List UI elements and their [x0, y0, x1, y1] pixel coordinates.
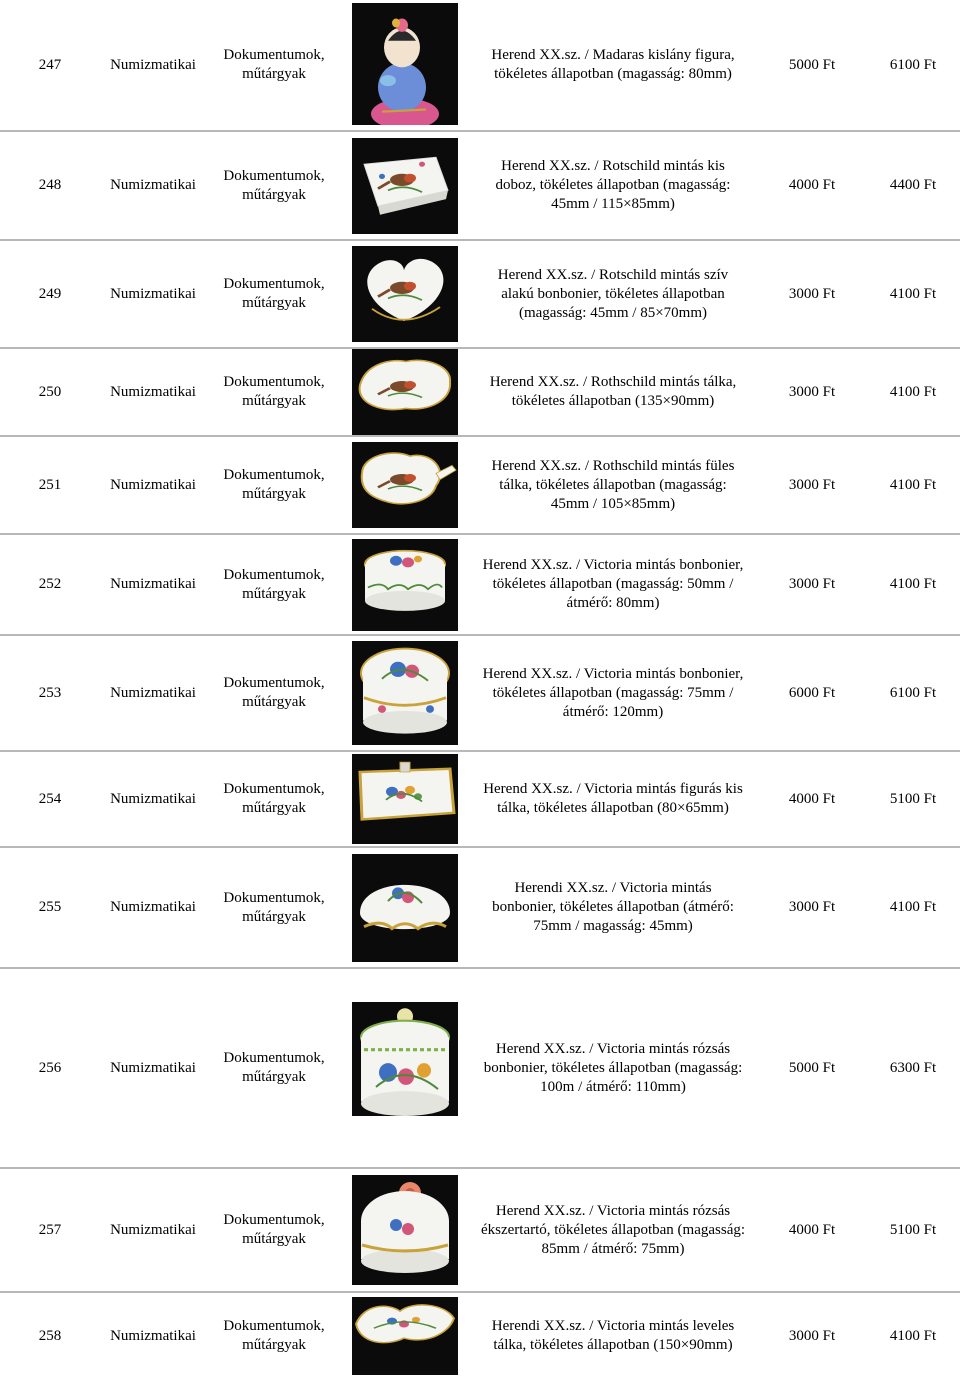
- item-description: [468, 847, 758, 968]
- item-type: [206, 0, 342, 131]
- item-type: [206, 1292, 342, 1379]
- item-photo: [352, 349, 458, 435]
- item-photo: [352, 138, 458, 234]
- item-type-line: műtárgyak: [242, 486, 306, 502]
- item-description: [468, 968, 758, 1168]
- start-price: 4000 Ft: [758, 131, 866, 240]
- category: Numizmatikai: [100, 240, 206, 348]
- item-type-line: műtárgyak: [242, 908, 306, 925]
- description-line: 75mm / magasság: 45mm): [533, 918, 693, 934]
- description-line: 45mm / 105×85mm): [550, 495, 676, 512]
- item-type-line: Dokumentumok,: [223, 1050, 325, 1066]
- description-line: tökéletes állapotban (135×90mm): [511, 393, 715, 409]
- start-price: 5000 Ft: [758, 968, 866, 1168]
- catalog-row: [0, 751, 960, 847]
- item-type-line: Dokumentumok,: [223, 276, 325, 292]
- item-photo: [352, 246, 458, 342]
- description-line: (magasság: 45mm / 85×70mm): [518, 304, 708, 321]
- lot-number: 254: [0, 751, 100, 847]
- item-type-line: műtárgyak: [242, 585, 306, 602]
- catalog-row: [0, 635, 960, 751]
- description-line: átmérő: 120mm): [562, 703, 664, 720]
- item-type: [206, 968, 342, 1168]
- item-type: [206, 348, 342, 436]
- category: Numizmatikai: [100, 0, 206, 131]
- item-type-line: műtárgyak: [242, 1069, 306, 1085]
- item-photo-cell: [342, 635, 468, 751]
- lot-number: 256: [0, 968, 100, 1168]
- item-description: [468, 635, 758, 751]
- item-type: [206, 131, 342, 240]
- catalog-row: [0, 436, 960, 534]
- description-line: doboz, tökéletes állapotban (magasság:: [495, 177, 731, 193]
- item-photo-cell: [342, 534, 468, 635]
- item-photo: [352, 854, 458, 962]
- lot-number: 249: [0, 240, 100, 348]
- description-line: Herendi XX.sz. / Victoria mintás leveles: [491, 1318, 735, 1334]
- item-type: [206, 1168, 342, 1292]
- item-photo: [352, 3, 458, 125]
- catalog-row: [0, 847, 960, 968]
- description-line: ékszertartó, tökéletes állapotban (magasság:: [480, 1221, 746, 1238]
- item-type: [206, 635, 342, 751]
- description-line: tökéletes állapotban (magasság: 50mm /: [492, 576, 734, 592]
- item-type-line: Dokumentumok,: [223, 467, 325, 483]
- final-price: 5100 Ft: [866, 751, 960, 847]
- item-type-line: Dokumentumok,: [223, 1318, 325, 1334]
- start-price: 3000 Ft: [758, 847, 866, 968]
- final-price: 6100 Ft: [866, 0, 960, 131]
- item-photo: [352, 1002, 458, 1116]
- final-price: 4100 Ft: [889, 1327, 937, 1344]
- item-photo: [352, 1175, 458, 1285]
- start-price: 3000 Ft: [758, 436, 866, 534]
- category: Numizmatikai: [100, 131, 206, 240]
- description-line: Herend XX.sz. / Victoria mintás bonbonier,: [482, 665, 744, 682]
- category: Numizmatikai: [100, 751, 206, 847]
- description-line: 85mm / átmérő: 75mm): [541, 1240, 685, 1257]
- item-type-line: Dokumentumok,: [223, 47, 325, 63]
- description-line: tökéletes állapotban (magasság: 75mm /: [492, 684, 734, 701]
- description-line: tálka, tökéletes állapotban (magasság:: [499, 476, 727, 493]
- catalog-row: [0, 0, 960, 131]
- category: Numizmatikai: [100, 1168, 206, 1292]
- item-description: [468, 240, 758, 348]
- catalog-row: [0, 534, 960, 635]
- final-price: 6300 Ft: [866, 968, 960, 1168]
- item-type: [206, 751, 342, 847]
- category: Numizmatikai: [100, 968, 206, 1168]
- category: Numizmatikai: [100, 534, 206, 635]
- item-description: [468, 0, 758, 131]
- item-photo: [352, 1297, 458, 1375]
- start-price: 4000 Ft: [758, 751, 866, 847]
- description-line: Herend XX.sz. / Rotschild mintás szív: [497, 266, 729, 283]
- final-price: 4100 Ft: [866, 436, 960, 534]
- category: Numizmatikai: [100, 436, 206, 534]
- lot-number: 258: [38, 1327, 62, 1344]
- item-type-line: műtárgyak: [242, 393, 306, 409]
- item-photo-cell: [342, 0, 468, 131]
- description-line: 100m / átmérő: 110mm): [540, 1078, 686, 1095]
- lot-number: 250: [0, 348, 100, 436]
- final-price: 4100 Ft: [866, 534, 960, 635]
- item-photo: [352, 442, 458, 528]
- lot-number: 253: [0, 635, 100, 751]
- item-type-line: Dokumentumok,: [223, 889, 325, 906]
- start-price: 3000 Ft: [788, 1327, 836, 1344]
- item-description: [468, 436, 758, 534]
- item-type-line: Dokumentumok,: [223, 566, 325, 583]
- item-type-line: Dokumentumok,: [223, 781, 325, 797]
- description-line: Herend XX.sz. / Victoria mintás figurás kis: [483, 781, 743, 797]
- item-type-line: műtárgyak: [242, 295, 306, 311]
- catalog-row: [0, 968, 960, 1168]
- item-description: [468, 131, 758, 240]
- description-line: átmérő: 80mm): [566, 595, 660, 611]
- lot-number: 251: [0, 436, 100, 534]
- item-type-line: Dokumentumok,: [223, 675, 325, 691]
- lot-number: 247: [0, 0, 100, 131]
- item-type-line: műtárgyak: [242, 1337, 306, 1353]
- lot-number: 248: [0, 131, 100, 240]
- item-type-line: Dokumentumok,: [223, 1212, 325, 1228]
- description-line: Herend XX.sz. / Victoria mintás bonbonier,: [482, 557, 744, 573]
- item-type: [206, 847, 342, 968]
- description-line: Herend XX.sz. / Rotschild mintás kis: [501, 158, 725, 174]
- category: Numizmatikai: [100, 847, 206, 968]
- lot-number: 252: [0, 534, 100, 635]
- item-photo-cell: [342, 131, 468, 240]
- description-line: Herend XX.sz. / Victoria mintás rózsás: [495, 1202, 731, 1219]
- item-photo: [352, 754, 458, 844]
- start-price: 3000 Ft: [758, 348, 866, 436]
- description-line: Herend XX.sz. / Victoria mintás rózsás: [495, 1040, 731, 1057]
- final-price: 6100 Ft: [866, 635, 960, 751]
- item-type-line: műtárgyak: [242, 694, 306, 710]
- final-price: 4100 Ft: [866, 348, 960, 436]
- start-price: 3000 Ft: [758, 534, 866, 635]
- item-photo-cell: [342, 240, 468, 348]
- item-description: [468, 348, 758, 436]
- description-line: Herend XX.sz. / Rothschild mintás füles: [491, 457, 735, 474]
- item-description: [468, 1168, 758, 1292]
- item-photo-cell: [342, 968, 468, 1168]
- item-photo-cell: [342, 348, 468, 436]
- catalog-row: [0, 240, 960, 348]
- final-price: 4400 Ft: [866, 131, 960, 240]
- lot-number: 255: [0, 847, 100, 968]
- item-type: [206, 240, 342, 348]
- description-line: Herendi XX.sz. / Victoria mintás: [514, 880, 712, 896]
- catalog-row: [0, 348, 960, 436]
- final-price: 5100 Ft: [866, 1168, 960, 1292]
- category: Numizmatikai: [100, 348, 206, 436]
- start-price: 4000 Ft: [758, 1168, 866, 1292]
- start-price: 6000 Ft: [758, 635, 866, 751]
- category: Numizmatikai: [110, 1327, 196, 1344]
- description-line: alakú bonbonier, tökéletes állapotban: [501, 285, 725, 302]
- catalog-row: [0, 131, 960, 240]
- item-description: [468, 751, 758, 847]
- item-photo-cell: [342, 436, 468, 534]
- item-photo-cell: [342, 847, 468, 968]
- item-photo: [352, 641, 458, 745]
- item-photo: [352, 539, 458, 631]
- start-price: 3000 Ft: [758, 240, 866, 348]
- item-type-line: Dokumentumok,: [223, 167, 325, 184]
- description-line: bonbonier, tökéletes állapotban (magasság:: [483, 1059, 743, 1076]
- description-line: Herend XX.sz. / Madaras kislány figura,: [491, 47, 735, 63]
- item-photo-cell: [342, 751, 468, 847]
- item-description: [468, 534, 758, 635]
- description-line: tálka, tökéletes állapotban (150×90mm): [493, 1337, 733, 1353]
- catalog-row: [0, 1168, 960, 1292]
- description-line: tökéletes állapotban (magasság: 80mm): [494, 66, 732, 82]
- category: Numizmatikai: [100, 635, 206, 751]
- item-photo-cell: [342, 1168, 468, 1292]
- item-photo-cell: [342, 1292, 468, 1379]
- catalog-row: [0, 1292, 960, 1379]
- description-line: Herend XX.sz. / Rothschild mintás tálka,: [489, 374, 737, 390]
- item-description: [468, 1292, 758, 1379]
- start-price: 5000 Ft: [758, 0, 866, 131]
- item-type-line: műtárgyak: [242, 1231, 306, 1247]
- description-line: 45mm / 115×85mm): [551, 196, 675, 212]
- final-price: 4100 Ft: [866, 847, 960, 968]
- item-type-line: Dokumentumok,: [223, 374, 325, 390]
- item-type-line: műtárgyak: [242, 186, 306, 203]
- final-price: 4100 Ft: [866, 240, 960, 348]
- item-type: [206, 534, 342, 635]
- item-type: [206, 436, 342, 534]
- item-type-line: műtárgyak: [242, 800, 306, 816]
- description-line: bonbonier, tökéletes állapotban (átmérő:: [492, 899, 734, 915]
- item-type-line: műtárgyak: [242, 66, 306, 82]
- description-line: tálka, tökéletes állapotban (80×65mm): [497, 800, 729, 816]
- lot-number: 257: [0, 1168, 100, 1292]
